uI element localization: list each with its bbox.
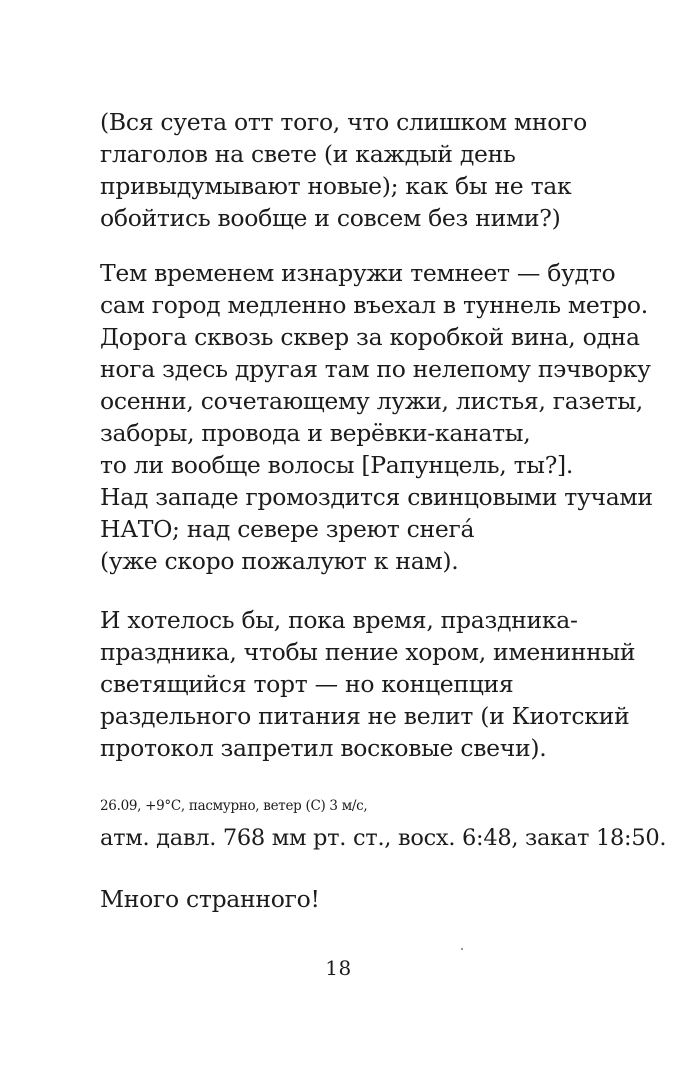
text-line: привыдумывают новые); как бы не так [100,172,572,200]
stanza-5 [100,883,320,915]
text-line: протокол запретил восковые свечи). [100,734,547,762]
stanza-2 [100,257,653,577]
text-line: глаголов на свете (и каждый день [100,140,516,168]
text-line: Дорога сквозь сквер за коробкой вина, одна [100,323,640,351]
text-line: (уже скоро пожалуют к нам). [100,547,459,575]
text-line: светящийся торт — но концепция [100,670,514,698]
page-number: 18 [325,956,352,980]
text-line: И хотелось бы, пока время, праздника- [100,606,578,634]
text-line: атм. давл. 768 мм рт. ст., восх. 6:48, закат 18:50. [100,825,667,851]
text-line: (Вся суета отт того, что слишком много [100,108,587,136]
text-line: Тем временем изнаружи темнеет — будто [100,259,616,287]
text-line: сам город медленно въехал в туннель метро. [100,291,648,319]
text-line: осенни, сочетающему лужи, листья, газеты, [100,387,643,415]
text-line: НАТО; над севере зреют снегá [100,515,475,543]
text-line: Много странного! [100,885,320,913]
stanza-1 [100,106,587,234]
text-line: Над западе громоздится свинцовыми тучами [100,483,653,511]
text-line: то ли вообще волосы [Рапунцель, ты?]. [100,451,574,479]
text-line: обойтись вообще и совсем без ними?) [100,204,561,232]
stanza-3 [100,604,635,764]
print-speck [461,948,463,950]
text-line: 26.09, +9°С, пасмурно, ветер (С) 3 м/с, [100,798,368,814]
text-line: нога здесь другая там по нелепому пэчворку [100,355,651,383]
stanza-4 [100,790,666,854]
text-line: раздельного питания не велит (и Киотский [100,702,630,730]
text-line: праздника, чтобы пение хором, именинный [100,638,636,666]
text-line: заборы, провода и верёвки-канаты, [100,419,531,447]
